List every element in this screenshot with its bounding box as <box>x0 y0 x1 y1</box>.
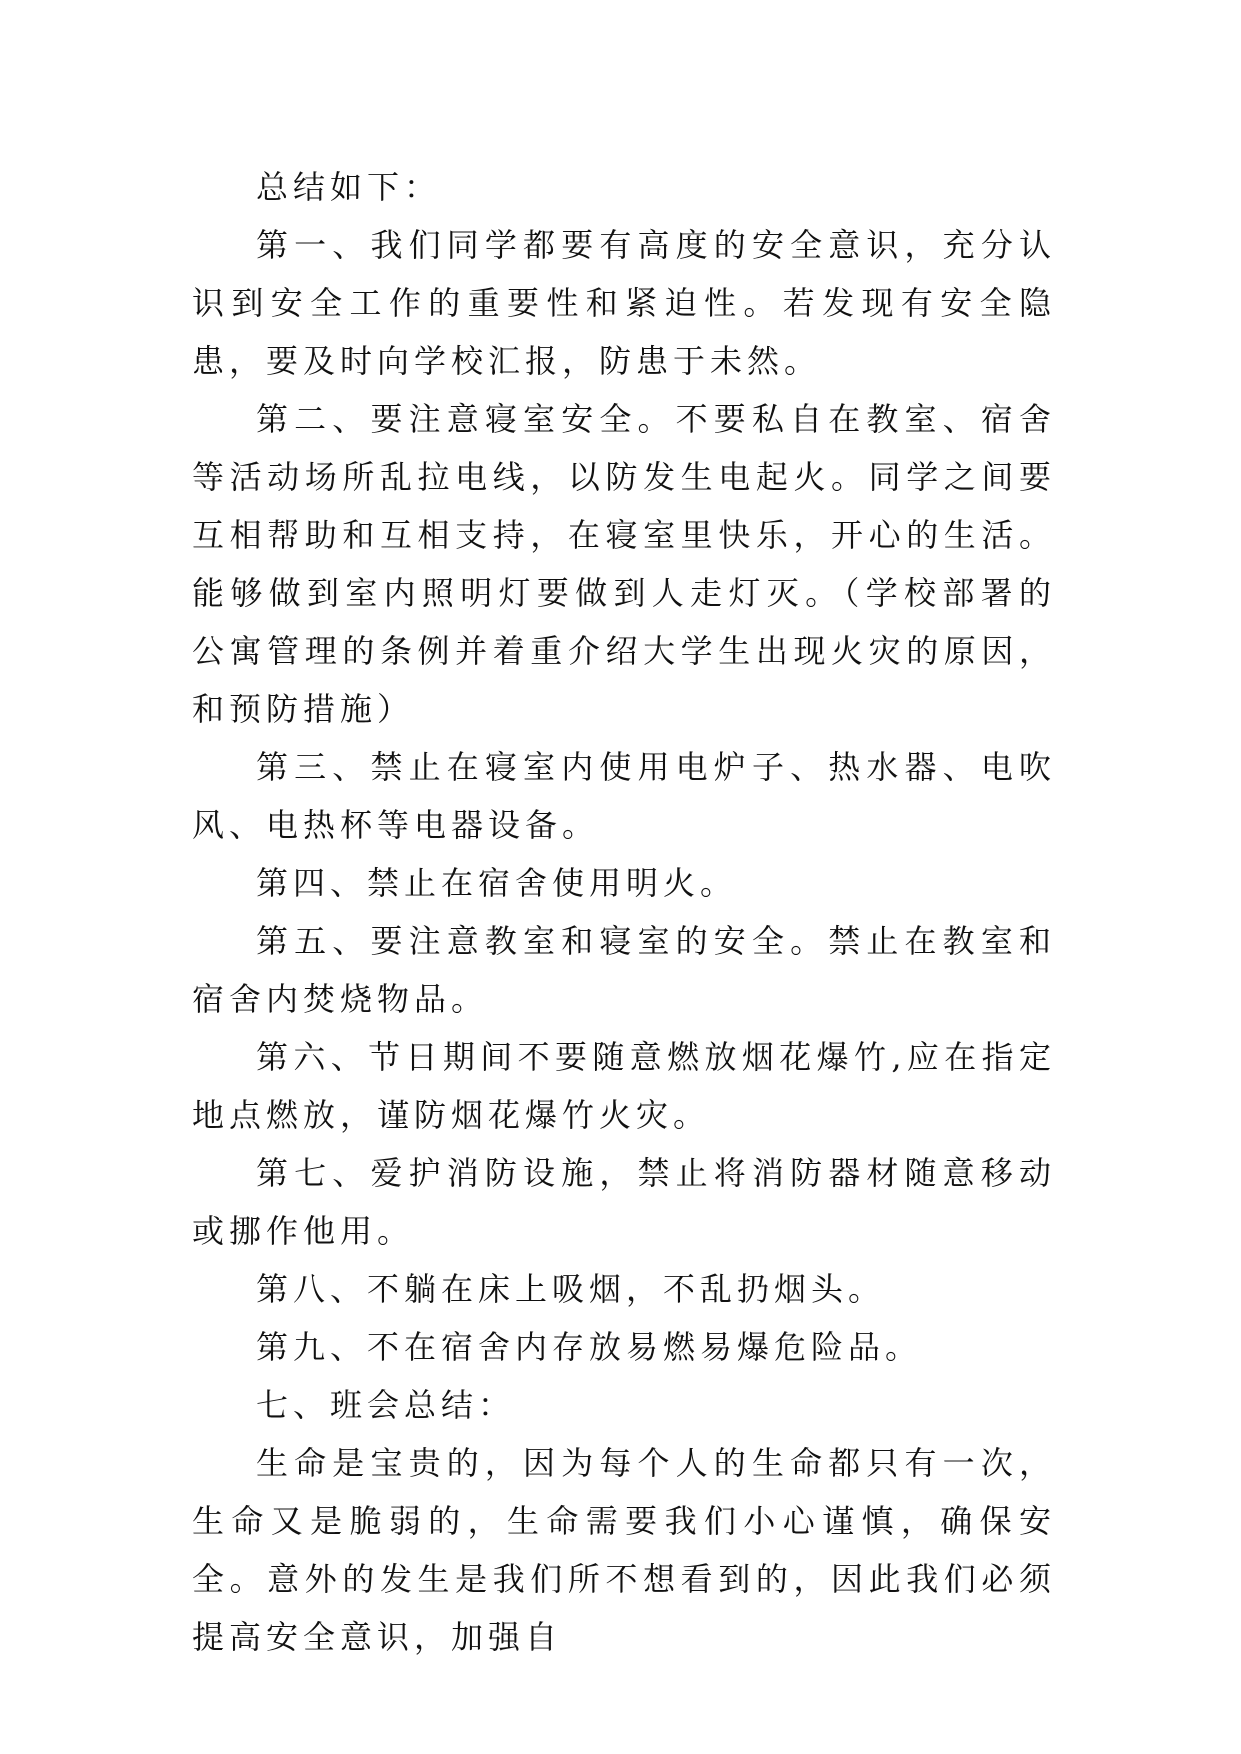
summary-heading: 总结如下： <box>256 168 442 206</box>
paragraph-item-5: 第五、要注意教室和寝室的安全。禁止在教室和宿舍内焚烧物品。 <box>192 922 1056 1018</box>
paragraph-item-1: 第一、我们同学都要有高度的安全意识，充分认识到安全工作的重要性和紧迫性。若发现有安全隐患，要及时向学校汇报，防患于未然。 <box>192 226 1056 380</box>
document-body <box>192 158 1056 1666</box>
paragraph-item-6: 第六、节日期间不要随意燃放烟花爆竹,应在指定地点燃放，谨防烟花爆竹火灾。 <box>192 1038 1056 1134</box>
paragraph-item-3: 第三、禁止在寝室内使用电炉子、热水器、电吹风、电热杯等电器设备。 <box>192 748 1056 844</box>
paragraph-item-7: 第七、爱护消防设施，禁止将消防器材随意移动或挪作他用。 <box>192 1154 1056 1250</box>
section-heading-class-meeting-summary: 七、班会总结： <box>256 1386 516 1424</box>
closing-paragraph: 生命是宝贵的，因为每个人的生命都只有一次，生命又是脆弱的，生命需要我们小心谨慎，确保安全。意外的发生是我们所不想看到的，因此我们必须提高安全意识，加强自 <box>192 1444 1056 1656</box>
paragraph-item-2: 第二、要注意寝室安全。不要私自在教室、宿舍等活动场所乱拉电线，以防发生电起火。同学之间要互相帮助和互相支持，在寝室里快乐，开心的生活。能够做到室内照明灯要做到人走灯灭。（学校部署的公寓管理的条例并着重介绍大学生出现火灾的原因，和预防措施） <box>192 400 1056 728</box>
paragraph-item-8: 第八、不躺在床上吸烟，不乱扔烟头。 <box>256 1270 886 1308</box>
paragraph-item-4: 第四、禁止在宿舍使用明火。 <box>256 864 738 902</box>
paragraph-item-9: 第九、不在宿舍内存放易燃易爆危险品。 <box>256 1328 923 1366</box>
